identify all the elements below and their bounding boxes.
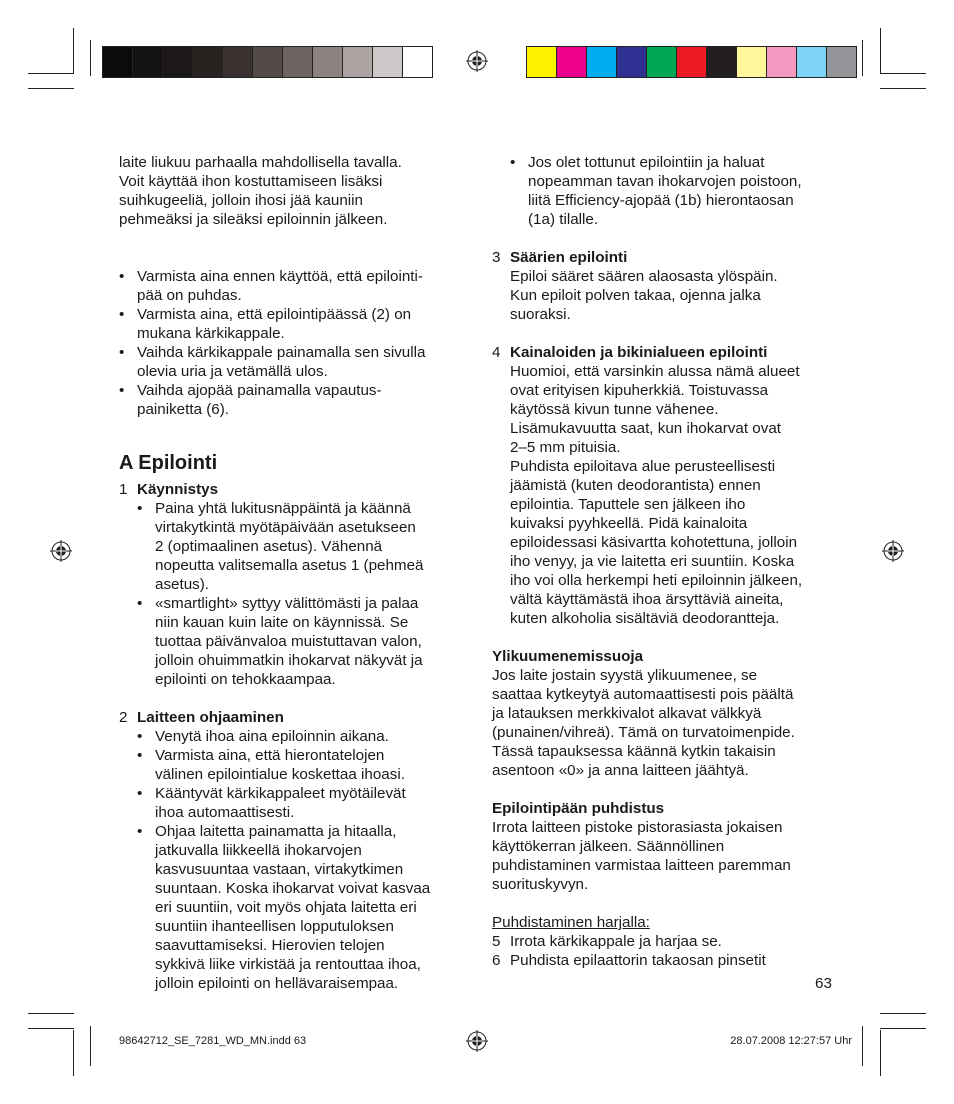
gray-swatch	[372, 47, 402, 77]
text-line: suihkugeeliä, jolloin ihosi jää kauniin	[119, 192, 364, 209]
step-text: Irrota kärkikappale ja harjaa se.	[510, 933, 722, 950]
list-item	[137, 499, 469, 594]
step-number: 6	[492, 952, 501, 969]
step-title: Laitteen ohjaaminen	[137, 709, 284, 726]
text-line: Kun epiloit polven takaa, ojenna jalka	[510, 287, 761, 304]
registration-mark-icon	[882, 540, 904, 562]
list-item	[510, 153, 842, 229]
section-heading: A Epilointi	[119, 452, 218, 474]
text-line: Puhdista epiloitava alue perusteellisesti	[510, 458, 776, 475]
overload-paragraph	[492, 666, 842, 780]
color-swatch	[586, 47, 616, 77]
grayscale-color-bar	[102, 46, 433, 78]
list-item	[137, 727, 469, 746]
step-text	[510, 362, 842, 628]
crop-mark	[28, 88, 74, 89]
text-line: (1a) tilalle.	[528, 211, 599, 228]
text-line: käytössä kivun tunne vähenee.	[510, 401, 719, 418]
text-line: puhdistaminen varmistaa laitteen paremman	[492, 857, 791, 874]
text-line: epilointia. Taputtele sen jälkeen iho	[510, 496, 746, 513]
text-line: jäämistä (kuten deodorantista) ennen	[510, 477, 761, 494]
text-line: liitä Efficiency-ajopää (1b) hierontaosan	[528, 192, 794, 209]
color-swatch	[796, 47, 826, 77]
step-number: 5	[492, 933, 501, 950]
process-color-bar	[526, 46, 857, 78]
color-swatch	[766, 47, 796, 77]
text-line: nopeutta valitsemalla asetus 1 (pehmeä	[155, 557, 424, 574]
crop-mark	[880, 1030, 881, 1076]
crop-mark	[862, 40, 863, 76]
text-line: olevia uria ja vetämällä ulos.	[137, 363, 328, 380]
footer-timestamp: 28.07.2008 12:27:57 Uhr	[730, 1035, 852, 1047]
text-line: Tässä tapauksessa käännä kytkin takaisin	[492, 743, 776, 760]
text-line: epilointi on tehokkaampaa.	[155, 671, 336, 688]
crop-mark	[28, 1013, 74, 1014]
gray-swatch	[162, 47, 192, 77]
step-number: 1	[119, 481, 128, 498]
text-line: • Paina yhtä lukitusnäppäintä ja käännä	[155, 500, 411, 517]
text-line: välinen epilointialue koskettaa ihoasi.	[155, 766, 405, 783]
footer-filename: 98642712_SE_7281_WD_MN.indd 63	[119, 1035, 307, 1047]
text-line: vältä käyttämästä ihoa ärsyttäviä aineita,	[510, 591, 784, 608]
text-line: kuivaksi pyyhkeellä. Pidä kainaloita	[510, 515, 748, 532]
text-line: virtakytkintä myötäpäivään asetukseen	[155, 519, 416, 536]
text-line: ovat erityisen kipuherkkiä. Toistuvassa	[510, 382, 769, 399]
text-line: • Ohjaa laitetta painamatta ja hitaalla,	[155, 823, 397, 840]
gray-swatch	[402, 47, 432, 77]
gray-swatch	[132, 47, 162, 77]
color-swatch	[556, 47, 586, 77]
list-item	[137, 594, 469, 689]
color-swatch	[646, 47, 676, 77]
crop-mark	[28, 73, 74, 74]
text-line: kuten alkoholia sisältäviä deodorantteja.	[510, 610, 780, 627]
step-number: 2	[119, 709, 128, 726]
crop-mark	[880, 1028, 926, 1029]
text-line: iho venyy, ja vie laitetta eri suuntiin. Koska	[510, 553, 795, 570]
list-item	[119, 343, 469, 381]
precaution-list	[119, 267, 469, 419]
subsection-title: Epilointipään puhdistus	[492, 800, 665, 817]
text-line: ihoa automaattisesti.	[155, 804, 295, 821]
step-1-list	[119, 499, 469, 689]
crop-mark	[73, 1030, 74, 1076]
text-line: 2 (optimaalinen asetus). Vähennä	[155, 538, 383, 555]
text-line: Huomioi, että varsinkin alussa nämä alueet	[510, 363, 800, 380]
gray-swatch	[342, 47, 372, 77]
text-line: jolloin ohuimmatkin ihokarvat näkyvät ja	[155, 652, 423, 669]
text-line: iho voi olla herkempi heti epiloinnin jälkeen,	[510, 572, 803, 589]
text-line: Epiloi sääret säären alaosasta ylöspäin.	[510, 268, 778, 285]
text-line: suorituskyvyn.	[492, 876, 589, 893]
text-line: 2–5 mm pituisia.	[510, 439, 621, 456]
crop-mark	[73, 28, 74, 74]
brush-cleaning-title: Puhdistaminen harjalla:	[492, 914, 650, 931]
text-line: Lisämukavuutta saat, kun ihokarvat ovat	[510, 420, 781, 437]
text-line: (punainen/vihreä). Tämä on turvatoimenpide.	[492, 724, 795, 741]
gray-swatch	[103, 47, 132, 77]
text-line: • Varmista aina, että epilointipäässä (2) on	[137, 306, 412, 323]
crop-mark	[28, 1028, 74, 1029]
step-4	[492, 343, 842, 628]
text-line: suoraksi.	[510, 306, 571, 323]
text-line: suuntiin ihanteellisen lopputuloksen	[155, 918, 394, 935]
color-swatch	[826, 47, 856, 77]
gray-swatch	[222, 47, 252, 77]
text-line: • Kääntyvät kärkikappaleet myötäilevät	[155, 785, 406, 802]
crop-mark	[880, 28, 881, 74]
cleaning-steps	[492, 932, 842, 970]
list-item	[137, 822, 469, 993]
text-line: • «smartlight» syttyy välittömästi ja palaa	[155, 595, 419, 612]
crop-mark	[880, 73, 926, 74]
step-text	[510, 267, 842, 324]
text-line: eri suuntiin, voit myös ohjata laitetta eri	[155, 899, 417, 916]
step-number: 4	[492, 344, 501, 361]
page-number: 63	[815, 975, 832, 992]
step-title: Säärien epilointi	[510, 249, 628, 266]
registration-mark-icon	[50, 540, 72, 562]
text-line: • Varmista aina ennen käyttöä, että epilointi-	[137, 268, 423, 285]
list-item	[137, 784, 469, 822]
crop-mark	[880, 1013, 926, 1014]
gray-swatch	[282, 47, 312, 77]
list-item	[119, 305, 469, 343]
text-line: Voit käyttää ihon kostuttamiseen lisäksi	[119, 173, 383, 190]
subsection-title: Ylikuumenemissuoja	[492, 648, 644, 665]
text-line: mukana kärkikappale.	[137, 325, 285, 342]
crop-mark	[862, 1026, 863, 1066]
text-line: painiketta (6).	[137, 401, 230, 418]
text-line: Irrota laitteen pistoke pistorasiasta jokaisen	[492, 819, 783, 836]
text-line: ja latauksen merkkivalot alkavat välkkyä	[492, 705, 762, 722]
step-3	[492, 248, 842, 324]
text-line: • Vaihda ajopää painamalla vapautus-	[137, 382, 382, 399]
text-line: asetus).	[155, 576, 210, 593]
text-line: epiloidessasi käsivartta kohotettuna, jolloin	[510, 534, 798, 551]
step-title: Käynnistys	[137, 481, 219, 498]
color-swatch	[527, 47, 556, 77]
gray-swatch	[192, 47, 222, 77]
gray-swatch	[312, 47, 342, 77]
intro-paragraph	[119, 153, 469, 229]
cleaning-paragraph	[492, 818, 842, 894]
left-column	[119, 153, 469, 993]
text-line: tuottaa päivänvaloa muistuttavan valon,	[155, 633, 422, 650]
text-line: pää on puhdas.	[137, 287, 242, 304]
gray-swatch	[252, 47, 282, 77]
text-line: suuntaan. Koska ihokarvat voivat kasvaa	[155, 880, 431, 897]
right-column	[492, 153, 842, 970]
color-swatch	[616, 47, 646, 77]
color-swatch	[736, 47, 766, 77]
text-line: • Venytä ihoa aina epiloinnin aikana.	[155, 728, 389, 745]
registration-mark-icon	[466, 50, 488, 72]
step-number: 3	[492, 249, 501, 266]
step-title: Kainaloiden ja bikinialueen epilointi	[510, 344, 768, 361]
cleaning-step	[492, 932, 842, 951]
text-line: sykkivä liike virkistää ja rentouttaa ihoa,	[155, 956, 421, 973]
text-line: jatkuvalla liikkeellä ihokarvojen	[155, 842, 362, 859]
text-line: pehmeäksi ja sileäksi epiloinnin jälkeen.	[119, 211, 388, 228]
crop-mark	[90, 40, 91, 76]
color-swatch	[706, 47, 736, 77]
text-line: kasvusuuntaa vastaan, virtakytkimen	[155, 861, 404, 878]
text-line: • Jos olet tottunut epilointiin ja haluat	[528, 154, 765, 171]
registration-mark-icon	[466, 1030, 488, 1052]
list-item	[137, 746, 469, 784]
step-2-heading	[119, 708, 469, 727]
text-line: saattaa kytkeytyä automaattisesti pois päältä	[492, 686, 794, 703]
text-line: saavuttamiseksi. Hierovien telojen	[155, 937, 385, 954]
list-item	[119, 381, 469, 419]
text-line: niin kauan kuin laite on käynnissä. Se	[155, 614, 409, 631]
text-line: • Varmista aina, että hierontatelojen	[155, 747, 385, 764]
color-swatch	[676, 47, 706, 77]
step-1-heading	[119, 480, 469, 499]
crop-mark	[880, 88, 926, 89]
text-line: käyttökerran jälkeen. Säännöllinen	[492, 838, 725, 855]
text-line: nopeamman tavan ihokarvojen poistoon,	[528, 173, 802, 190]
step-2-list	[119, 727, 469, 993]
text-line: Jos laite jostain syystä ylikuumenee, se	[492, 667, 758, 684]
text-line: asentoon «0» ja anna laitteen jäähtyä.	[492, 762, 749, 779]
text-line: • Vaihda kärkikappale painamalla sen sivulla	[137, 344, 426, 361]
text-line: laite liukuu parhaalla mahdollisella tavalla.	[119, 154, 402, 171]
crop-mark	[90, 1026, 91, 1066]
cleaning-step	[492, 951, 842, 970]
text-line: jolloin epilointi on hellävaraisempaa.	[155, 975, 399, 992]
step-text: Puhdista epilaattorin takaosan pinsetit	[510, 952, 766, 969]
list-item	[119, 267, 469, 305]
